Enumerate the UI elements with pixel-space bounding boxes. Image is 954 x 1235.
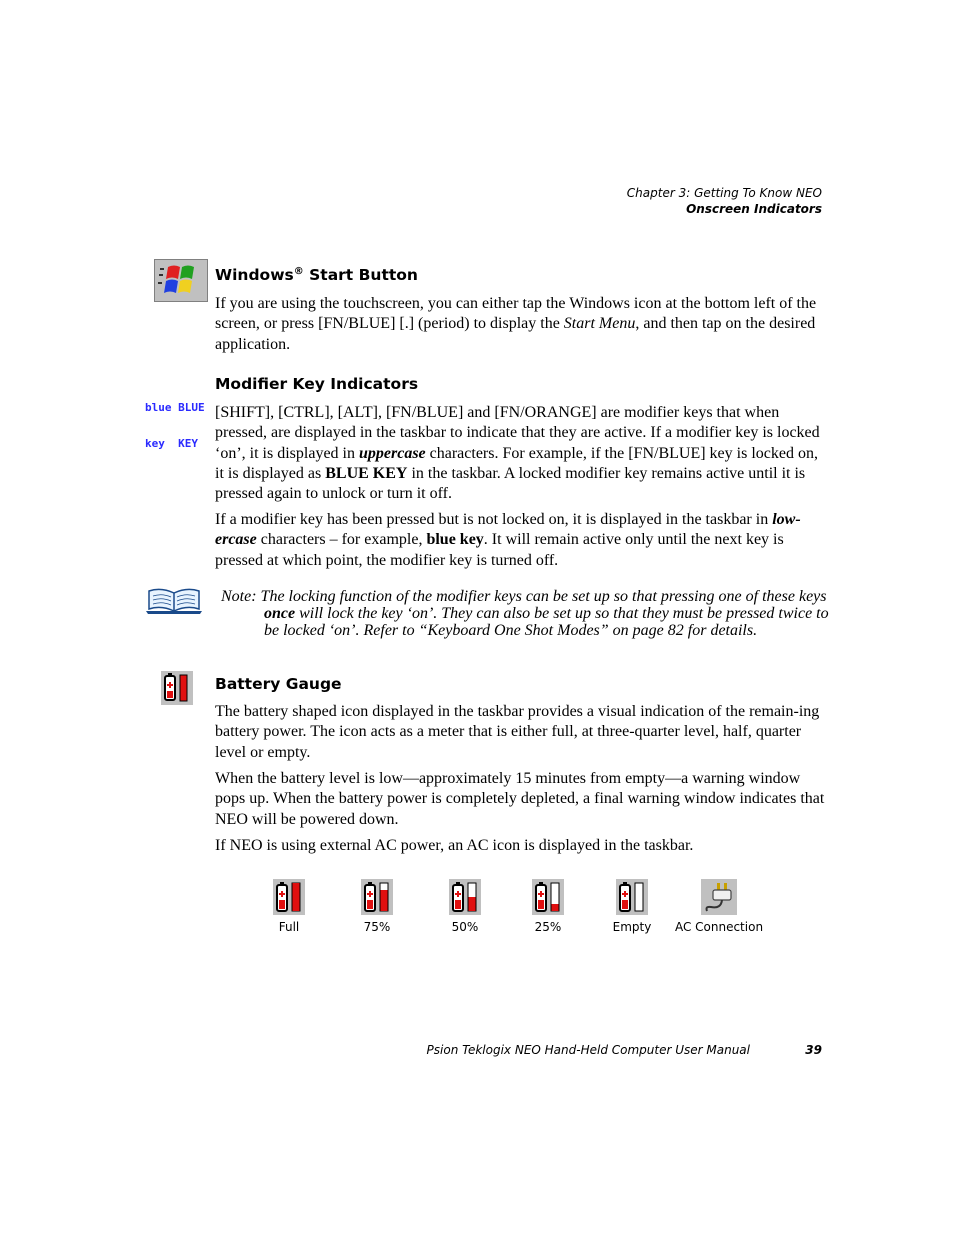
modifier-key-icon [145, 378, 205, 462]
running-header [627, 185, 822, 217]
gauge-full [244, 879, 334, 934]
battery-icon [161, 671, 193, 710]
gauge-label-ac: AC Connection [674, 920, 764, 934]
battery-25-icon [532, 879, 564, 915]
footer-title: Psion Teklogix NEO Hand-Held Computer User Manual [426, 1043, 750, 1057]
battery-heading: Battery Gauge [215, 675, 342, 693]
windows-flag-icon [154, 259, 208, 307]
note-text: Note: The locking function of the modifier keys can be set up so that pressing one of these keys once will lock the key ‘on’. They can also be set up so that they must be pressed twice to be locked ‘on’. Refer to “Keyboard One Shot Modes” on page 82 for details. [221, 588, 829, 639]
ac-plug-icon [701, 879, 737, 915]
gauge-label-25: 25% [534, 920, 562, 934]
gauge-empty [587, 879, 677, 934]
gauge-label-full: Full [278, 920, 300, 934]
modifier-paragraph-2: If a modifier key has been pressed but is not locked on, it is displayed in the taskbar in low-ercase characters – for example, blue key. It will remain active only until the next key is pressed at which point, the modifier key is turned off. [215, 511, 801, 569]
gauge-50 [420, 879, 510, 934]
battery-75-icon [361, 879, 393, 915]
start-button-paragraph: If you are using the touchscreen, you can either tap the Windows icon at the bottom left of the screen, or press [FN/BLUE] [.] (period) to display the Start Menu, and then tap on the desired application. [215, 295, 817, 353]
battery-gauge-row [250, 879, 790, 949]
gauge-75 [332, 879, 422, 934]
battery-full-icon [273, 879, 305, 915]
start-button-heading: Windows® Start Button [215, 265, 418, 284]
note-block [221, 588, 833, 639]
section-title: Onscreen Indicators [686, 202, 822, 216]
battery-paragraph-1: The battery shaped icon displayed in the taskbar provides a visual indication of the remain-ing battery power. The icon acts as a meter that is either full, at three-quarter level, half, quarter level or empty. [215, 703, 820, 761]
modifier-icon-line-2: key KEY [145, 437, 198, 450]
gauge-label-50: 50% [451, 920, 479, 934]
modifier-icon-line-1: blue BLUE [145, 401, 205, 414]
gauge-25 [503, 879, 593, 934]
battery-paragraph-2: When the battery level is low—approximately 15 minutes from empty—a warning window pops up. When the battery power is completely depleted, a final warning window indicates that NEO will be powered down. [215, 770, 825, 828]
gauge-label-75: 75% [363, 920, 391, 934]
gauge-ac [669, 879, 769, 934]
modifier-paragraph-1: [SHIFT], [CTRL], [ALT], [FN/BLUE] and [FN/ORANGE] are modifier keys that when pressed, are displayed in the taskbar to indicate that they are active. If a modifier key is locked ‘on’, it is displayed in uppercase characters. For example, if the [FN/BLUE] key is locked on, it is displayed as BLUE KEY in the taskbar. A locked modifier key remains active until it is pressed again to unlock or turn it off. [215, 404, 820, 503]
battery-empty-icon [616, 879, 648, 915]
battery-50-icon [449, 879, 481, 915]
chapter-title: Chapter 3: Getting To Know NEO [626, 186, 822, 200]
book-note-icon [145, 587, 203, 620]
modifier-heading: Modifier Key Indicators [215, 375, 419, 393]
page-number: 39 [805, 1043, 822, 1057]
gauge-label-empty: Empty [612, 920, 652, 934]
battery-paragraph-3: If NEO is using external AC power, an AC icon is displayed in the taskbar. [215, 837, 694, 854]
